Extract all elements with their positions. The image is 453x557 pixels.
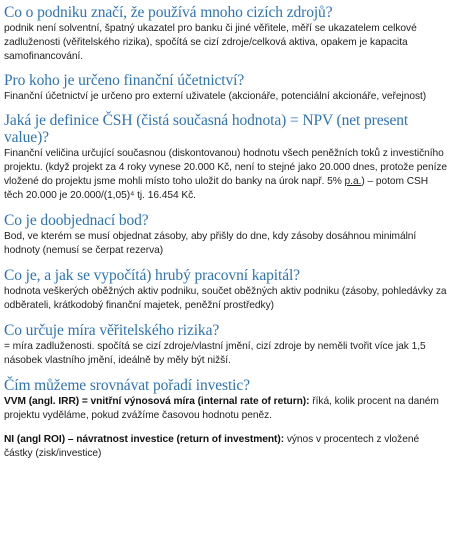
answer-text-roi — [4, 433, 449, 461]
answer-text: = míra zadluženosti. spočítá se cizí zdroje/vlastní jmění, cizí zdroje by neměli tvořit více jak 1,5 násobek vlastního jmění, ideálně by měly být nižší. — [4, 341, 426, 366]
answer-part: ) – potom CSH těch 20.000 je 20.000/(1,05)⁴ tj. 16.454 Kč. — [4, 176, 429, 201]
answer-part: říká, kolik procent na daném projektu vyděláme, pokud zvážíme časovou hodnotu peněz. — [4, 396, 439, 421]
section-veritelske-riziko — [4, 322, 449, 368]
question-heading: Čím můžeme srovnávat pořadí investic? — [4, 377, 250, 394]
question-heading: Co je doobjednací bod? — [4, 212, 149, 229]
section-csh-npv — [4, 112, 449, 203]
section-financni-ucetnictvi — [4, 72, 449, 104]
answer-text: Finanční účetnictví je určeno pro externí uživatele (akcionáře, potenciální akcionáře, veřejnost) — [4, 91, 427, 102]
question-heading: Co určuje míra věřitelského rizika? — [4, 322, 220, 339]
term-roi: NI (angl ROI) – návratnost investice (return of investment): — [4, 434, 285, 445]
question-heading: Pro koho je určeno finanční účetnictví? — [4, 72, 245, 89]
question-heading: Jaká je definice ČSH (čistá současná hodnota) = NPV (net present value)? — [4, 112, 409, 146]
answer-text — [4, 147, 449, 203]
answer-text: podnik není solventní, špatný ukazatel pro banku či jiné věřitele, měří se ukazatelem celkové zadluženosti (věřitelského rizika), spočítá se cizí zdroje/celková aktiva, opakem je kapacita samofinancování. — [4, 23, 417, 62]
answer-text-irr — [4, 395, 449, 423]
term-irr: VVM (angl. IRR) = vnitřní výnosová míra (internal rate of return): — [4, 396, 310, 407]
section-hruby-pracovni-kapital — [4, 267, 449, 313]
question-heading: Co o podniku značí, že používá mnoho cizích zdrojů? — [4, 4, 333, 21]
answer-part: Finanční veličina určující současnou (diskontovanou) hodnotu všech peněžních toků z investičního projektu. (když projekt za 4 roky vynese 20.000 Kč, není to stejné jako 20.000 dnes, protože peníze vložené do projektu jsme mohli místo toho uložit do banky na úrok např. 5% — [4, 148, 448, 187]
answer-part: výnos v procentech z vložené částky (zisk/investice) — [4, 434, 420, 459]
section-cizi-zdroje — [4, 4, 449, 64]
abbrev-pa: p.a. — [344, 176, 362, 187]
section-poradi-investic — [4, 377, 449, 461]
section-doobjednaci-bod — [4, 212, 449, 258]
answer-text: hodnota veškerých oběžných aktiv podniku, součet oběžných aktiv podniku (zásoby, pohledávky za odběrateli, krátkodobý finanční majetek, peněžní prostředky) — [4, 286, 447, 311]
answer-text: Bod, ve kterém se musí objednat zásoby, aby přišly do dne, kdy zásoby dosáhnou minimální hodnoty (nemusí se čerpat rezerva) — [4, 231, 417, 256]
question-heading: Co je, a jak se vypočítá) hrubý pracovní kapitál? — [4, 267, 300, 284]
